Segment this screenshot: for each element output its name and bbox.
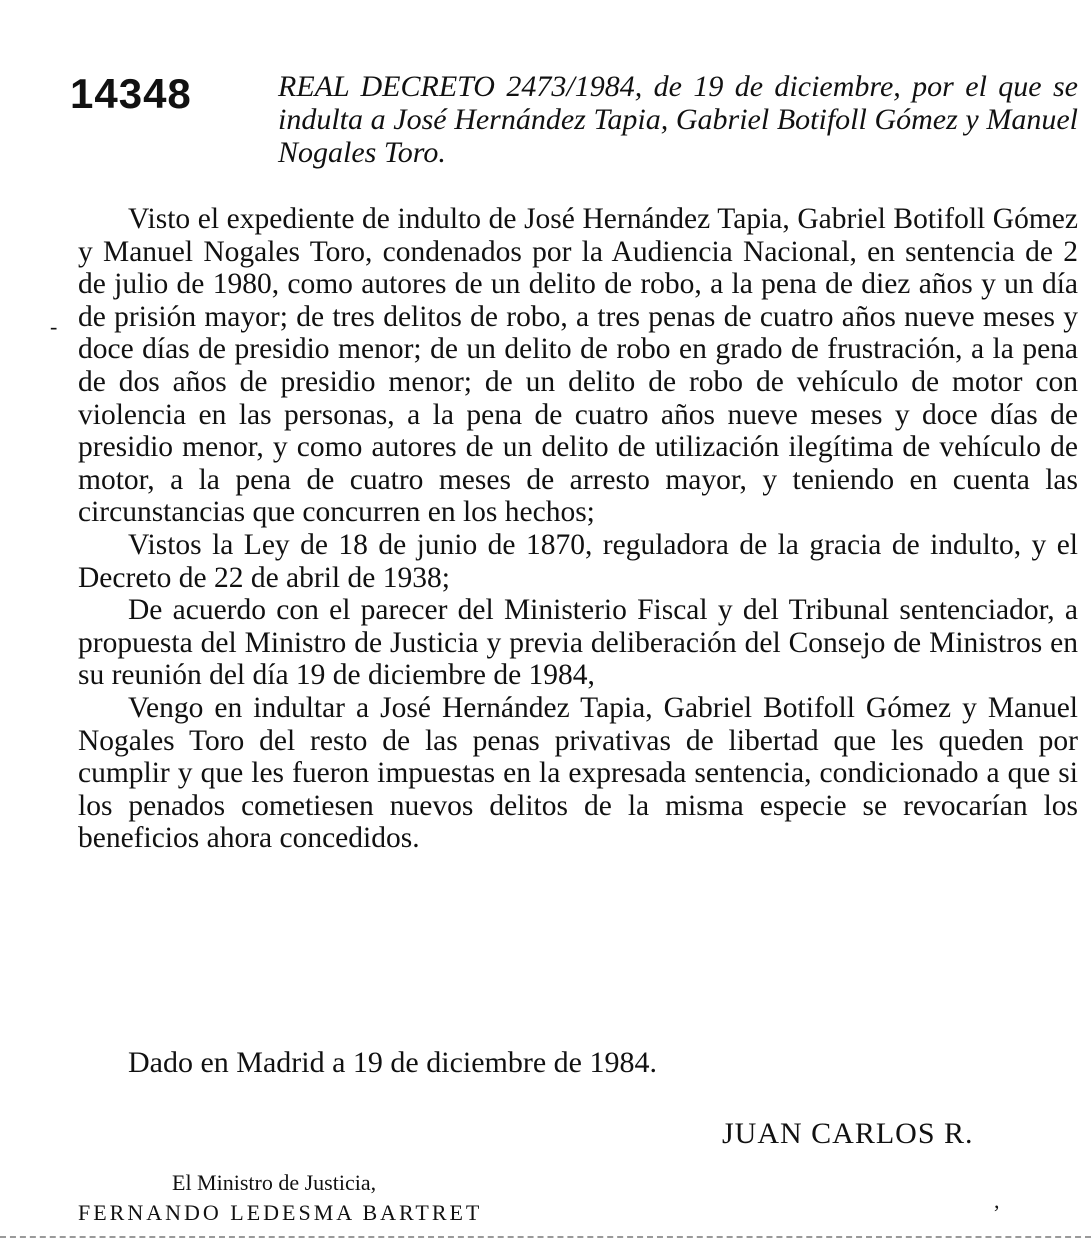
minister-name: FERNANDO LEDESMA BARTRET [78, 1200, 483, 1225]
decree-number: 14348 [70, 70, 192, 117]
paragraph-vengo: Vengo en indultar a José Hernández Tapia, Gabriel Botifoll Gómez y Manuel Nogales Toro del resto de las penas privativas de libertad que les queden por cumplir y que les fueron impuestas en la expresada sentencia, condicionado a que si los penados cometiesen nuevos delitos de la misma especie se revocarían los beneficios ahora concedidos. [78, 691, 1078, 855]
paragraph-visto: Visto el expediente de indulto de José Hernández Tapia, Gabriel Botifoll Gómez y Manuel Nogales Toro, condenados por la Audiencia Nacional, en sentencia de 2 de julio de 1980, como autores de un delito de robo, a la pena de diez años y un día de prisión mayor; de tres delitos de robo, a tres penas de cuatro años nueve meses y doce días de presidio menor; de un delito de robo en grado de frustración, a la pena de dos años de presidio menor; de un delito de robo de vehículo de motor con violencia en las personas, a la pena de cuatro años nueve meses y doce días de presidio menor, y como autores de un delito de utilización ilegítima de vehículo de motor, a la pena de cuatro meses de arresto mayor, y teniendo en cuenta las circunstancias que concurren en los hechos; [78, 203, 1078, 529]
decree-body [78, 203, 1078, 855]
dated-line: Dado en Madrid a 19 de diciembre de 1984. [128, 1046, 657, 1079]
page-cut-line [0, 1236, 1091, 1238]
paragraph-vistos: Vistos la Ley de 18 de junio de 1870, reguladora de la gracia de indulto, y el Decreto de 22 de abril de 1938; [78, 528, 1078, 594]
minister-role: El Ministro de Justicia, [172, 1170, 377, 1195]
margin-mark: , [994, 1188, 1000, 1213]
margin-mark: - [50, 314, 58, 339]
paragraph-acuerdo: De acuerdo con el parecer del Ministerio Fiscal y del Tribunal sentenciador, a propuesta del Ministro de Justicia y previa deliberación del Consejo de Ministros en su reunión del día 19 de diciembre de 1984, [78, 594, 1078, 692]
royal-signature: JUAN CARLOS R. [722, 1117, 974, 1150]
decree-title: REAL DECRETO 2473/1984, de 19 de diciembre, por el que se indulta a José Hernández Tapia, Gabriel Botifoll Gómez y Manuel Nogales Toro. [278, 70, 1078, 169]
